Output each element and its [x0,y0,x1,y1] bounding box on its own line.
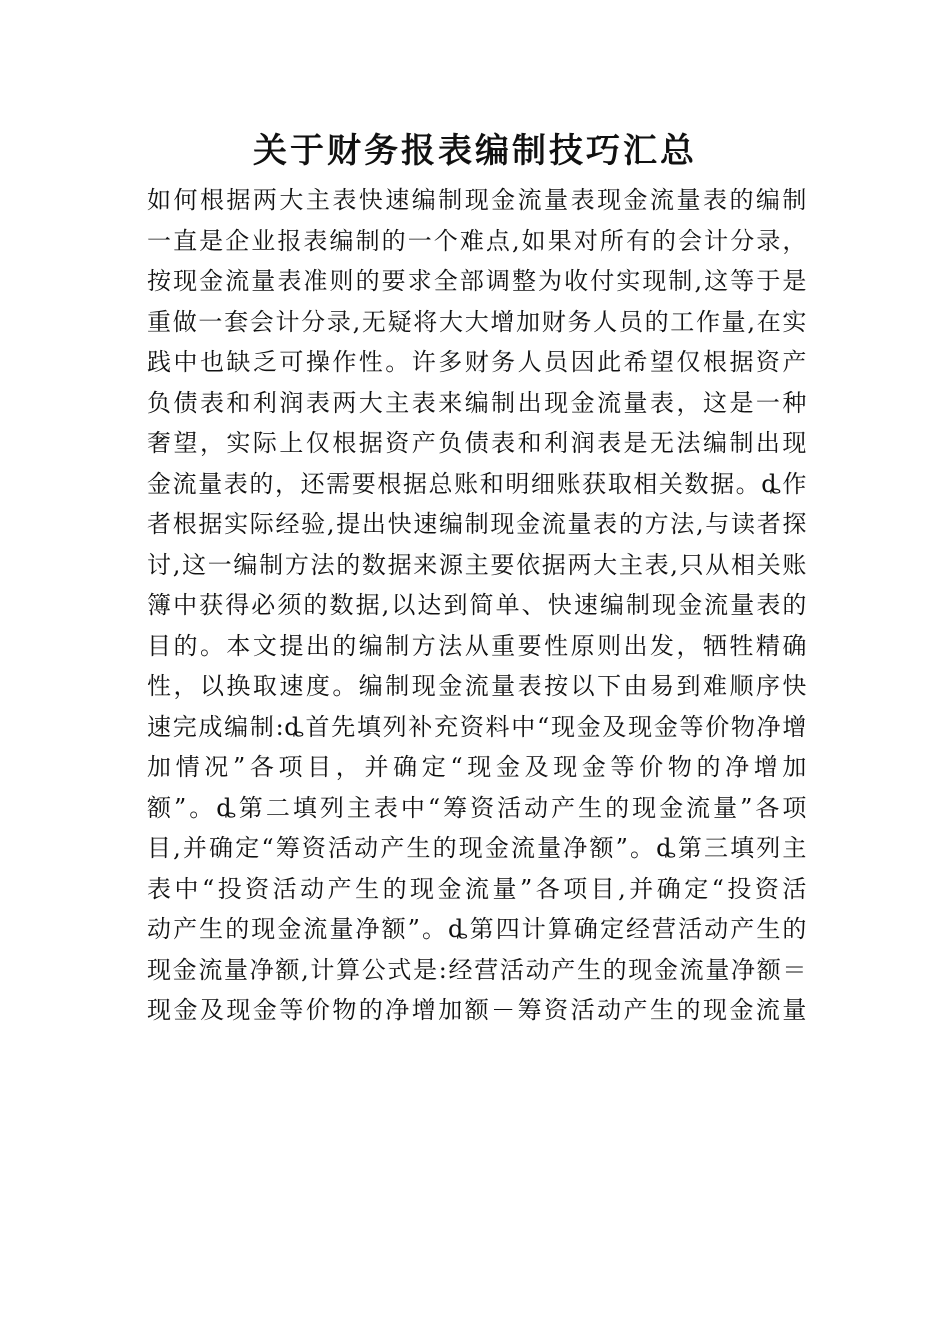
text-line: 速完成编制:ȡ首先填列补充资料中“现金及现金等价物净增 [147,712,807,741]
text-line: 一直是企业报表编制的一个难点,如果对所有的会计分录， [147,226,807,255]
text-line: 额”。ȡ第二填列主表中“筹资活动产生的现金流量”各项 [147,793,807,822]
text-line: 金流量表的，还需要根据总账和明细账获取相关数据。ȡ作 [147,469,807,498]
text-line: 现金及现金等价物的净增加额－筹资活动产生的现金流量 [147,996,807,1024]
text-line: 负债表和利润表两大主表来编制出现金流量表，这是一种 [147,388,807,417]
text-line: 如何根据两大主表快速编制现金流量表现金流量表的编制 [147,186,807,214]
text-line: 簿中获得必须的数据,以达到简单、快速编制现金流量表的 [147,591,807,619]
text-line: 现金流量净额,计算公式是:经营活动产生的现金流量净额＝ [147,955,807,984]
text-line: 性，以换取速度。编制现金流量表按以下由易到难顺序快 [147,672,807,700]
text-line: 加情况”各项目，并确定“现金及现金等价物的净增加 [147,753,807,781]
text-line: 按现金流量表准则的要求全部调整为收付实现制,这等于是 [147,267,807,295]
text-line: 表中“投资活动产生的现金流量”各项目,并确定“投资活 [147,874,807,903]
text-line: 者根据实际经验,提出快速编制现金流量表的方法,与读者探 [147,510,807,538]
text-line: 动产生的现金流量净额”。ȡ第四计算确定经营活动产生的 [147,915,807,943]
text-line: 目的。本文提出的编制方法从重要性原则出发，牺牲精确 [147,631,807,660]
text-line: 践中也缺乏可操作性。许多财务人员因此希望仅根据资产 [147,348,807,376]
text-line: 重做一套会计分录,无疑将大大增加财务人员的工作量,在实 [147,307,807,336]
body-paragraph [147,180,807,1031]
text-line: 目,并确定“筹资活动产生的现金流量净额”。ȡ第三填列主 [147,834,807,862]
text-line: 讨,这一编制方法的数据来源主要依据两大主表,只从相关账 [147,550,807,579]
page-title: 关于财务报表编制技巧汇总 [253,131,697,171]
text-line: 奢望，实际上仅根据资产负债表和利润表是无法编制出现 [147,429,807,457]
